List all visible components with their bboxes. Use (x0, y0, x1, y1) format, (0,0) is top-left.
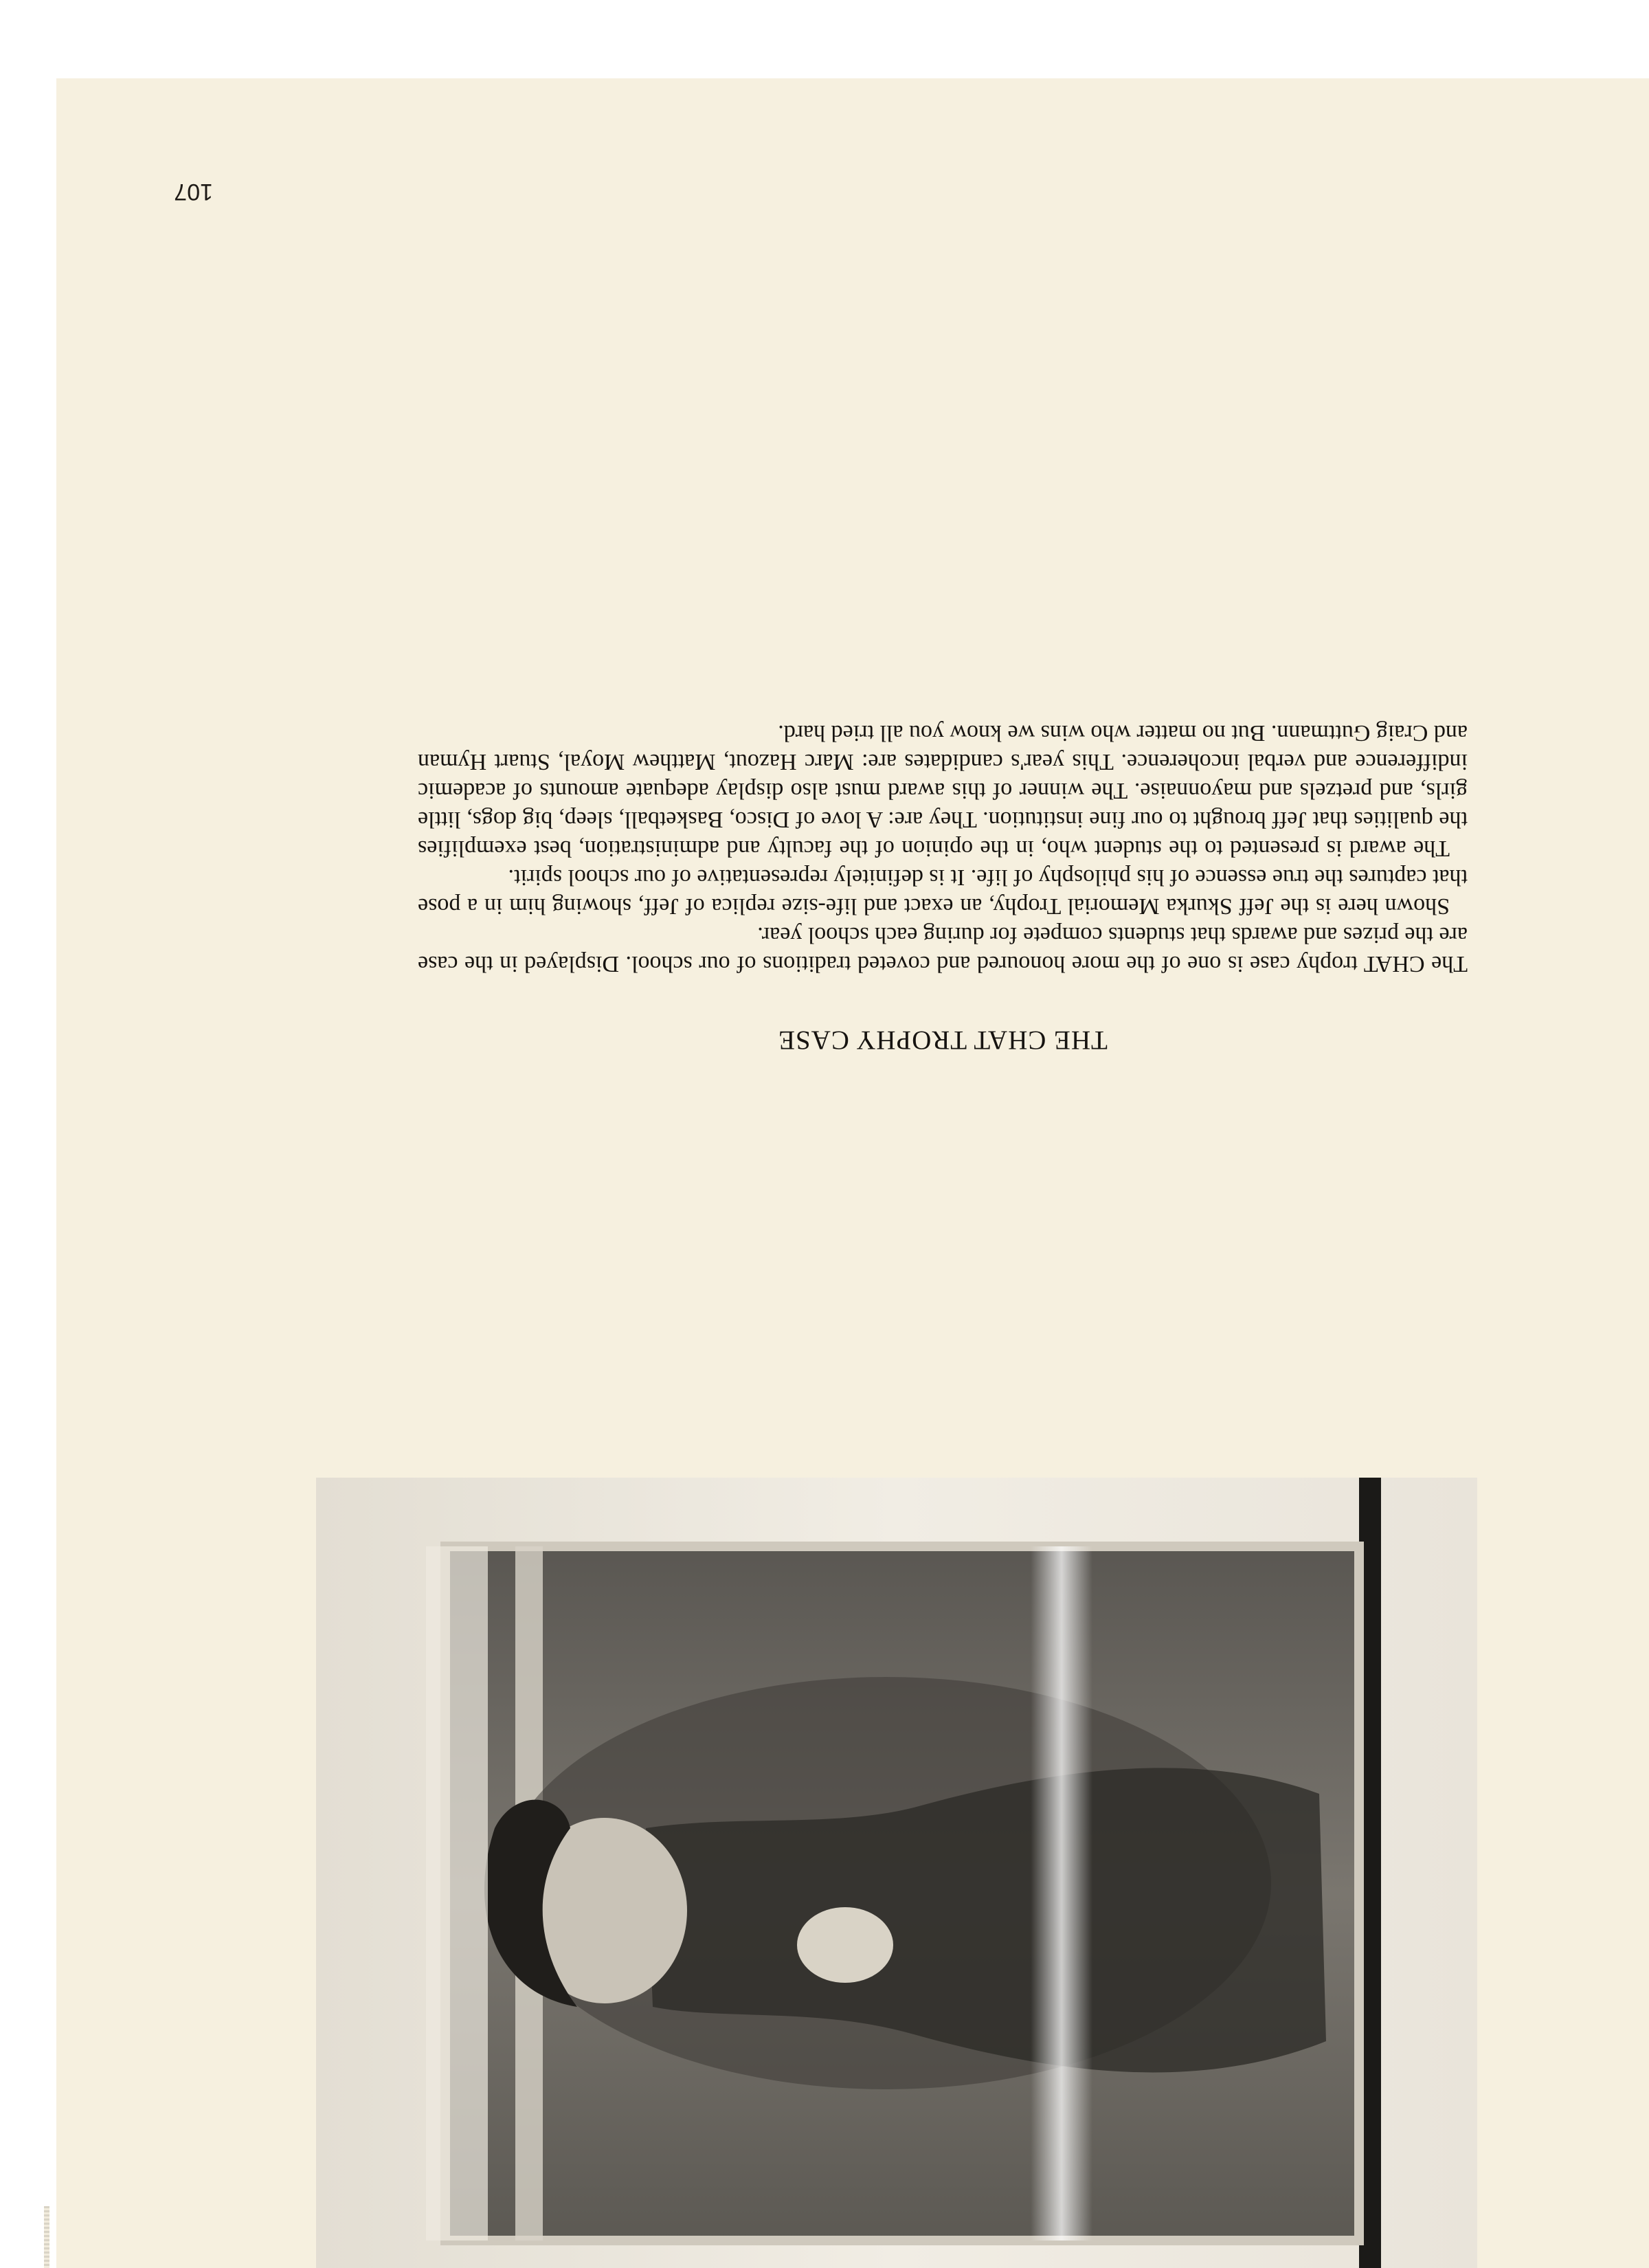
scan-edge-mark (44, 2206, 49, 2268)
article (418, 718, 1468, 1056)
photo-image (316, 1478, 1477, 2268)
paragraph-trophy: Shown here is the Jeff Skurka Memorial Trophy, an exact and life-size replica of Jeff, showing him in a pose that captures the true essence of his philosphy of life. It is definitely representative of our school spirit. (418, 865, 1468, 919)
glass-glare (1031, 1546, 1092, 2241)
page-number: 107 (174, 179, 213, 205)
scanned-page (56, 78, 1649, 2268)
jacket-emblem (797, 1907, 893, 1983)
article-title: THE CHAT TROPHY CASE (778, 1025, 1108, 1055)
trophy-case-photo (316, 1478, 1477, 2268)
case-side-panel (426, 1546, 488, 2241)
upside-down-content (56, 78, 1649, 2268)
paragraph-award: The award is presented to the student who, in the opinion of the faculty and administration, best exemplifies the qualities that Jeff brought to our fine institution. They are: A love of Disco, Basketball, sleep, big dogs, little girls, and pretzels and mayonnaise. The winner of this award must also display adequate amounts of academic indifference and verbal incoherence. This year's candidates are: Marc Hazout, Matthew Moyal, Stuart Hyman and Craig Guttmann. But no matter who wins we know you all tried hard. (418, 720, 1468, 861)
paragraph-intro: The CHAT trophy case is one of the more honoured and coveted traditions of our school. Displayed in the case are the prizes and awards that students compete for during each school year. (418, 922, 1468, 977)
